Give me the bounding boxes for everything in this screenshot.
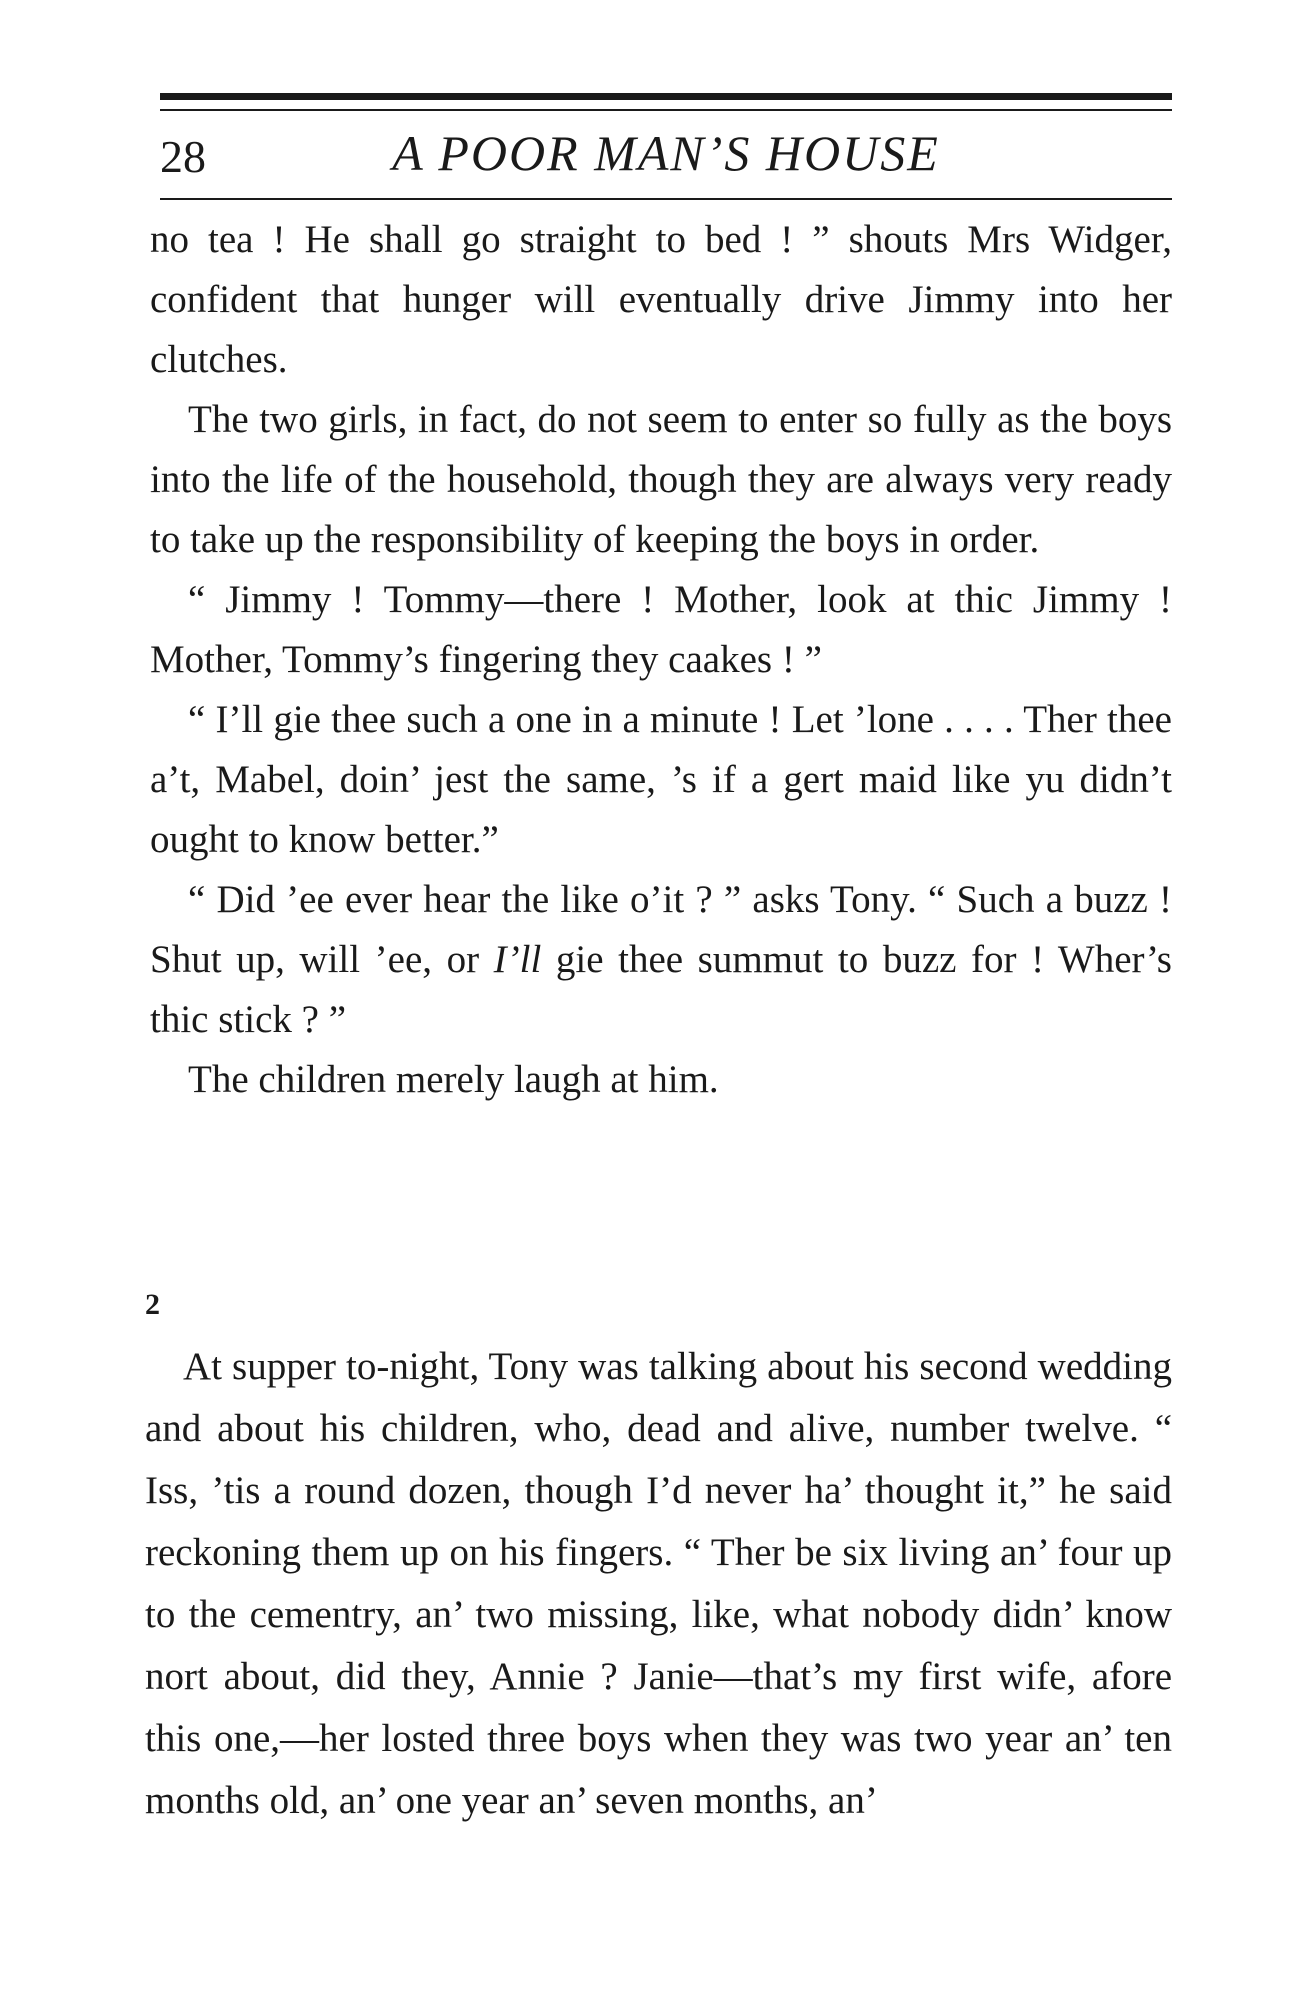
paragraph-closing: The children merely laugh at him. — [188, 1058, 719, 1101]
paragraph-tony-dialogue — [150, 870, 1172, 1050]
section-body — [145, 1288, 1172, 1832]
page-header — [160, 124, 1172, 190]
page-number: 28 — [160, 131, 206, 182]
paragraph-supper: At supper to-night, Tony was talking about his second wedding and about his children, who, dead and alive, number twelve. “ Iss, ’tis a round dozen, though I’d never ha’ thought it,” he said reckoning them up on his fingers. “ Ther be six living an’ four up to the cementry, an’ two missing, like, what nobody didn’ know nort about, did they, Annie ? Janie—that’s my first wife, afore this one,—her losted three boys when they was two year an’ ten months old, an’ one year an’ seven months, an’ — [145, 1345, 1172, 1822]
tony-text-after: gie thee summut to buzz for ! Wher’s thic stick ? ” — [150, 938, 1172, 1041]
paragraph-continuation: no tea ! He shall go straight to bed ! ” shouts Mrs Widger, confident that hunger will eventually drive Jimmy into her clutches. — [150, 218, 1172, 381]
paragraph-jimmy-dialogue: “ Jimmy ! Tommy—there ! Mother, look at thic Jimmy ! Mother, Tommy’s fingering they caakes ! ” — [150, 578, 1172, 681]
paragraph-mother-dialogue: “ I’ll gie thee such a one in a minute ! Let ’lone . . . . Ther thee a’t, Mabel, doin’ jest the same, ’s if a gert maid like yu didn’t ought to know better.” — [150, 698, 1172, 861]
tony-text-before: “ Did ’ee ever hear the like o’it ? ” asks Tony. “ Such a buzz ! Shut up, will ’ee, or — [150, 878, 1172, 981]
paragraph-girls: The two girls, in fact, do not seem to enter so fully as the boys into the life of the household, though they are always very ready to take up the responsibility of keeping the boys in order. — [150, 398, 1172, 561]
tony-text-emphasis: I’ll — [493, 938, 542, 981]
header-rule-thick — [160, 93, 1172, 100]
header-rule-bottom — [160, 198, 1172, 200]
section-number: 2 — [145, 1288, 160, 1321]
page-body — [150, 210, 1172, 1110]
header-rule-thin — [160, 109, 1172, 111]
running-title: A POOR MAN’S HOUSE — [392, 125, 940, 181]
